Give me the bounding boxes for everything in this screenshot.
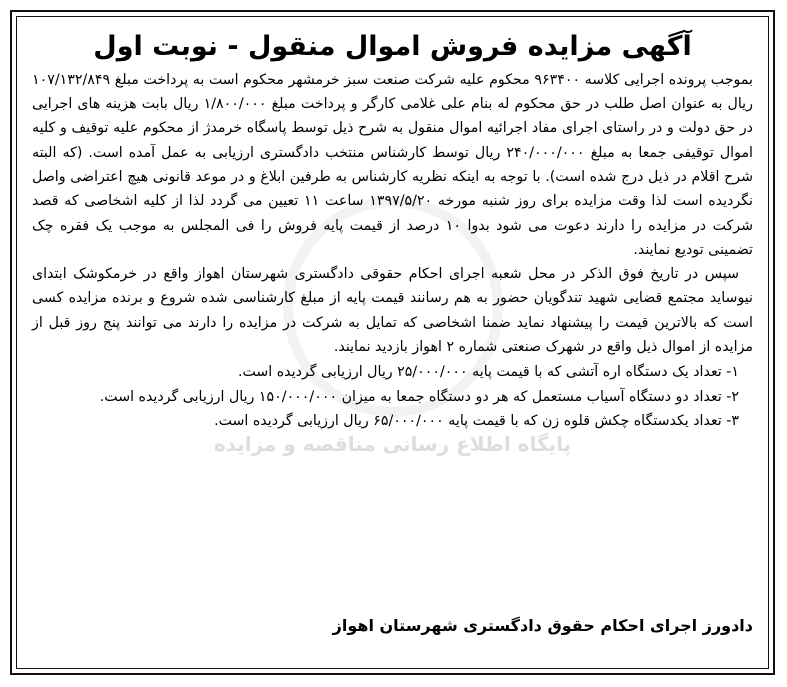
signature: دادورز اجرای احکام حقوق دادگستری شهرستان اهواز bbox=[332, 616, 753, 635]
watermark-text: پایگاه اطلاع رسانی مناقصه و مزایده bbox=[213, 432, 572, 456]
notice-content bbox=[32, 30, 753, 659]
items-list bbox=[32, 360, 753, 433]
list-item: ۲- تعداد دو دستگاه آسیاب مستعمل که هر دو دستگاه جمعا به میزان ۱۵۰/۰۰۰/۰۰۰ ریال ارزیابی گردیده است. bbox=[99, 388, 739, 405]
notice-frame bbox=[10, 10, 775, 675]
list-item: ۳- تعداد یکدستگاه چکش قلوه زن که با قیمت پایه ۶۵/۰۰۰/۰۰۰ ریال ارزیابی گردیده است. bbox=[214, 412, 739, 429]
notice-paragraph-2: سپس در تاریخ فوق الذکر در محل شعبه اجرای احکام حقوقی دادگستری شهرستان اهواز واقع در خرمکوشک ابتدای نیوساید مجتمع قضایی شهید تندگویان حضور به هم رسانند قیمت پایه از مبلغ کارشناسی شده شروع و برنده مزایده کسی است که بالاترین قیمت را پیشنهاد نماید ضمنا اشخاصی که تمایل به شرکت در مزایده را دارند می توانند پنج روز قبل از مزایده از اموال ذیل واقع در شهرک صنعتی شماره ۲ اهواز بازدید نمایند. bbox=[32, 266, 753, 356]
notice-title: آگهی مزایده فروش اموال منقول - نوبت اول bbox=[93, 31, 692, 62]
notice-paragraph-1: بموجب پرونده اجرایی کلاسه ۹۶۳۴۰۰ محکوم علیه شرکت صنعت سبز خرمشهر محکوم است به پرداخت مبلغ ۱۰۷/۱۳۲/۸۴۹ ریال به عنوان اصل طلب در حق محکوم له بنام علی غلامی کارگر و پرداخت مبلغ ۱/۸۰۰/۰۰۰ ریال بابت هزینه های اجرایی در حق دولت و در راستای اجرای مفاد اجرائیه اموال منقول به شرح ذیل توسط پاسگاه خرمدژ از محکوم علیه توقیف و کلیه اموال توقیفی جمعا به مبلغ ۲۴۰/۰۰۰/۰۰۰ ریال توسط کارشناس منتخب دادگستری ارزیابی به عمل آمده است. (که البته شرح اقلام در ذیل درج شده است). با توجه به اینکه نظریه کارشناس به طرفین ابلاغ و در موعد قانونی هیچ اعتراضی واصل نگردیده است لذا وقت مزایده برای روز شنبه مورخه ۱۳۹۷/۵/۲۰ ساعت ۱۱ تعیین می گردد لذا از کلیه اشخاصی که قصد شرکت در مزایده را دارند دعوت می شود بدوا ۱۰ درصد از قیمت پایه فروش را فی المجلس به موجب یک فقره چک تضمینی تودیع نمایند. bbox=[32, 71, 753, 258]
list-item: ۱- تعداد یک دستگاه اره آتشی که با قیمت پایه ۲۵/۰۰۰/۰۰۰ ریال ارزیابی گردیده است. bbox=[237, 364, 739, 381]
